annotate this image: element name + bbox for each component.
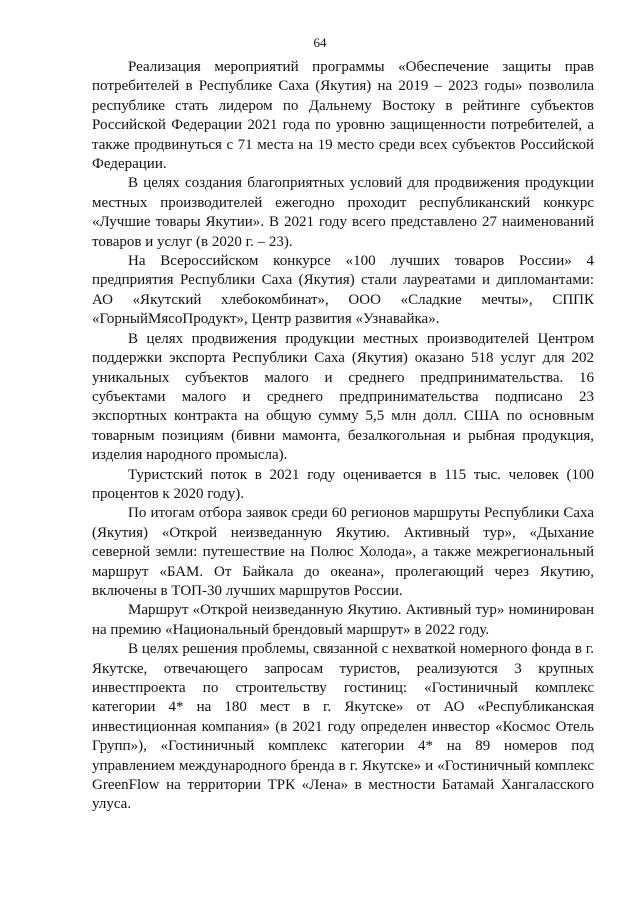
paragraph-hotel-projects: В целях решения проблемы, связанной с нехваткой номерного фонда в г. Якутске, отвечающего запросам туристов, реализуются 3 крупных инвестпроекта по строительству гостиниц: «Гостиничный комплекс категории 4* на 180 мест в г. Якутске» от АО «Республиканская инвестиционная компания» (в 2021 году определен инвестор «Космос Отель Групп»), «Гостиничный комплекс категории 4* на 89 номеров под управлением международного бренда в г. Якутске» и «Гостиничный комплекс GreenFlow на территории ТРК «Лена» в местности Батамай Хангаласского улуса. — [92, 641, 594, 813]
document-body — [92, 58, 594, 815]
page-number: 64 — [313, 35, 327, 50]
paragraph-consumer-protection: Реализация мероприятий программы «Обеспечение защиты прав потребителей в Республике Саха (Якутия) на 2019 – 2023 годы» позволила республике стать лидером по Дальнему Востоку в рейтинге субъектов Российской Федерации 2021 года по уровню защищенности потребителей, а также продвинуться с 71 места на 19 место среди всех субъектов Российской Федерации. — [92, 59, 594, 173]
paragraph-tourist-flow: Туристский поток в 2021 году оценивается в 115 тыс. человек (100 процентов к 2020 году). — [92, 466, 594, 502]
paragraph-export-support: В целях продвижения продукции местных производителей Центром поддержки экспорта Республики Саха (Якутия) оказано 518 услуг для 202 уникальных субъектов малого и среднего предпринимательства. 16 субъектами малого и среднего предпринимательства подписано 23 экспортных контракта на общую сумму 5,5 млн долл. США по основным товарным позициям (бивни мамонта, безалкогольная и рыбная продукция, изделия народного промысла). — [92, 330, 594, 464]
paragraph-routes-selection: По итогам отбора заявок среди 60 регионов маршруты Республики Саха (Якутия) «Открой неизведанную Якутию. Активный тур», «Дыхание северной земли: путешествие на Полюс Холода», а также межрегиональный маршрут «БАМ. От Байкала до океана», пролегающий через Якутию, включены в ТОП-30 лучших маршрутов России. — [92, 505, 594, 599]
paragraph-100-best-goods: На Всероссийском конкурсе «100 лучших товаров России» 4 предприятия Республики Саха (Якутия) стали лауреатами и дипломантами: АО «Якутский хлебокомбинат», ООО «Сладкие мечты», СППК «ГорныйМясоПродукт», Центр развития «Узнавайка». — [92, 253, 594, 328]
paragraph-route-nomination: Маршрут «Открой неизведанную Якутию. Активный тур» номинирован на премию «Национальный брендовый маршрут» в 2022 году. — [92, 602, 594, 638]
paragraph-best-goods-contest: В целях создания благоприятных условий для продвижения продукции местных производителей ежегодно проходит республиканский конкурс «Лучшие товары Якутии». В 2021 году всего представлено 27 наименований товаров и услуг (в 2020 г. – 23). — [92, 175, 594, 250]
